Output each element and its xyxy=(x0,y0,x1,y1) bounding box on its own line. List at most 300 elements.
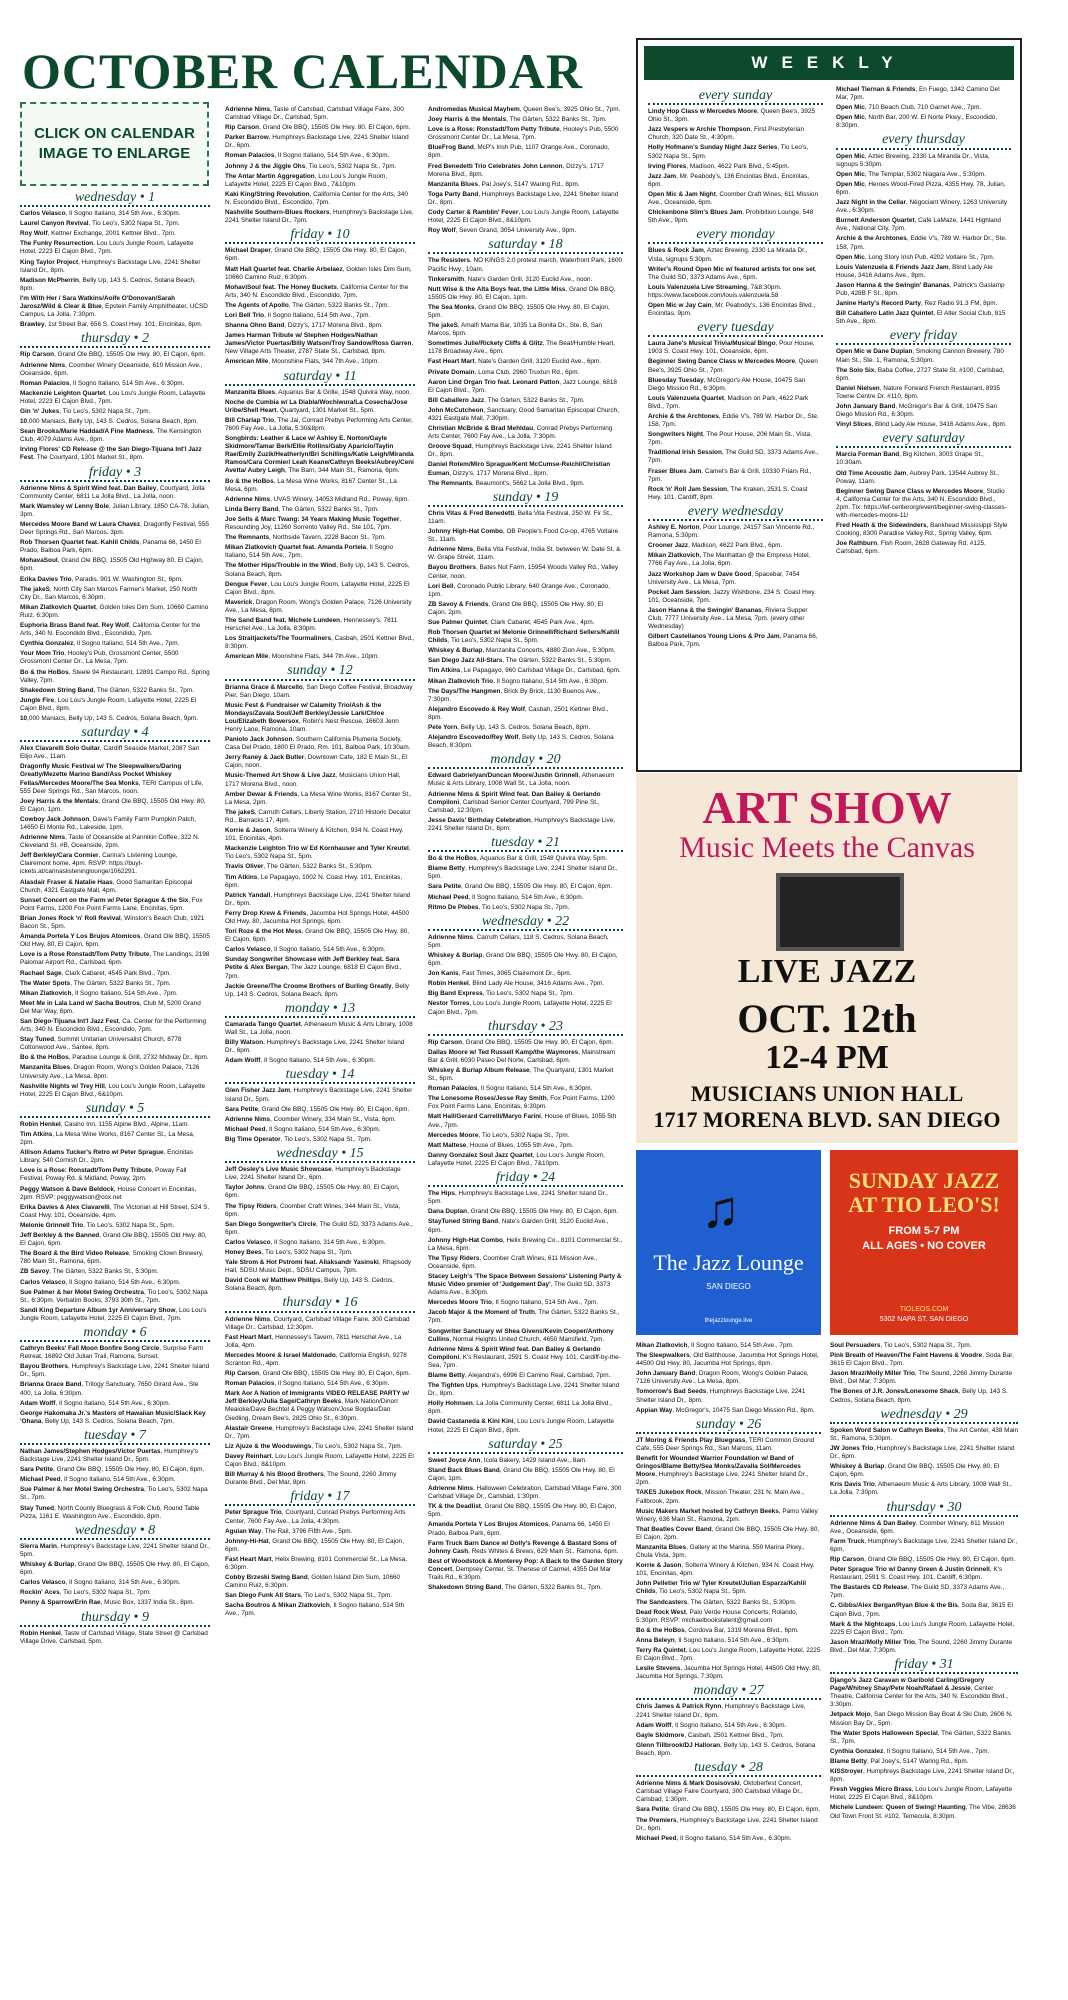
event-listing: Songbirds: Leather & Lace w/ Ashley E. Norton/Gayle Skidmore/Tamar Berk/Ellie Rollins/Gaby Aparicio/Taylin Rae/Emily Zuzik/Heatherlyn/Bri Schillings/Katie Leigh/Miranda Ramos/Cara Cormier/ Leah Keane/Cathryn Beeks/Aubrey/Ceni Avetta/ Aubry Leigh, The Barn, 344 Main St., Ramona, 6pm. xyxy=(225,435,414,475)
event-listing: Appian Way, McGregor's, 10475 San Diego Mission Rd., 8pm. xyxy=(636,1406,815,1414)
event-listing: Fast Heart Mart, Helix Brewing, 8101 Commercial St., La Mesa, 6:30pm. xyxy=(225,1555,408,1571)
event-listing: Shanna Ohno Band, Dizzy's, 1717 Morena Blvd., 8pm. xyxy=(225,322,383,330)
music-note-icon: ♫ xyxy=(701,1181,740,1239)
event-listing: Open Mic, Heroes Wood-Fired Pizza, 4355 Hwy. 78, Julian, 6pm. xyxy=(836,180,1006,196)
event-listing: Groove Squad, Humphreys Backstage Live, 2241 Shelter Island Dr., 8pm. xyxy=(428,443,612,459)
event-listing: Bo & the HoBos, La Mesa Wine Works, 8167 Center St., La Mesa, 6pm. xyxy=(225,477,397,493)
event-listing: John January Band, McGregor's Bar & Grill, 10475 San Diego Mission Rd., 6:30pm. xyxy=(836,403,998,419)
jazz-lounge-url: thejazzlounge.live xyxy=(704,1318,753,1324)
event-listing: Parker Barrow, Humphreys Backstage Live, 2241 Shelter Island Dr., 6pm. xyxy=(225,134,409,150)
day-heading: sunday • 26 xyxy=(636,1421,821,1434)
event-listing: Tori Roze & the Hot Mess, Grand Ole BBQ, 15505 Ole Hwy. 80, El Cajon, 6pm. xyxy=(225,928,410,944)
event-listing: Blues & Rock Jam, Aztec Brewing, 2330 La Mirada Dr., Vista, signups 5:30pm. xyxy=(648,247,808,263)
day-heading: thursday • 16 xyxy=(225,1299,415,1312)
event-listing: Christian McBride & Brad Mehldau, Conrad Prebys Performing Arts Center, 7600 Fay Ave., La Jolla, 7:30pm. xyxy=(428,425,613,441)
day-heading: tuesday • 14 xyxy=(225,1071,415,1084)
event-listing: Pete Yorn, Belly Up, 143 S. Cedros, Solana Beach, 8pm. xyxy=(428,724,591,731)
day-heading: thursday • 2 xyxy=(20,335,210,348)
event-listing: Love is a Rose Ronstadt/Tom Petty Tribute, The Landings, 2198 Palomar Airport Rd., Carlsbad, 6pm. xyxy=(20,951,210,967)
sunday-jazz-title: SUNDAY JAZZ xyxy=(848,1168,1000,1193)
event-listing: Adrienne Nims, Bella Vita Festival, India St. between W. Date St. & W. Grape Street, 11am. xyxy=(428,546,621,562)
event-listing: Rockin' Aces, Tio Leo's, 5302 Napa St., 7pm. xyxy=(20,1589,151,1597)
event-listing: King Taylor Project, Humphrey's Backstage Live, 2241 Shelter Island Dr., 8pm. xyxy=(20,258,201,274)
weekly-panel xyxy=(636,38,1022,772)
event-listing: Fast Heart Mart, Nate's Garden Grill, 3120 Euclid Ave., 6pm. xyxy=(428,358,602,366)
event-listing: Chickenbone Slim's Blues Jam, Prohibition Lounge, 548 5th Ave., 9pm. xyxy=(648,209,814,225)
event-listing: The jakeS, Carruth Cellars, Liberty Station, 2710 Historic Decatur Rd., Barracks 17, 4pm. xyxy=(225,808,411,824)
event-listing: Noche de Cumbia w/ La Diabla/Wochiwura/La Cosecha/Jose Uribe/Shell Heart, Quartyard, 1301 Market St., 5pm. xyxy=(225,398,408,414)
event-listing: Peggy Watson & Dave Beldock, House Concert in Encinitas, 2pm. RSVP: peggywatson@cox.net xyxy=(20,1185,197,1201)
event-listing: The jakeS, North City San Marcos Farmer's Market, 250 North City Dr., San Marcos, 6:30pm. xyxy=(20,585,198,601)
event-listing: Jeff Berkley & the Banned, Grand Ole BBQ, 15505 Old Hwy. 80, El Cajon, 6pm. xyxy=(20,1232,207,1248)
event-listing: Amanda Portela Y Los Brujos Atomicos, Grand Ole BBQ, 15505 Old Hwy. 80, El Cajon, 6pm. xyxy=(20,933,210,949)
event-listing: Songwriters Night, The Pour House, 206 Main St., Vista, 7pm. xyxy=(648,431,812,447)
event-listing: Rock 'n' Roll Jam Session, The Kraken, 2531 S. Coast Hwy. 101, Cardiff, 8pm. xyxy=(648,485,808,501)
event-listing: Bill Murray & his Blood Brothers, The Sound, 2260 Jimmy Durante Blvd., Del Mar, 8pm. xyxy=(225,1471,397,1487)
event-listing: Korrie & Jason, Solterra Winery & Kitchen, 934 N. Coast Hwy. 101, Encinitas, 4pm. xyxy=(636,1562,815,1578)
jazz-lounge-ad[interactable] xyxy=(636,1150,821,1335)
event-listing: Nashville Southern-Blues Rockers, Humphrey's Backstage Live, 2241 Shelter Island Dr., 7pm. xyxy=(225,209,414,225)
event-listing: Manzanita Blues, Dragon Room, Wong's Golden Palace, 7126 University Ave., La Mesa, 8pm. xyxy=(20,1064,200,1080)
film-strip-icon xyxy=(776,873,904,951)
event-listing: Sara Petite, Grand Ole BBQ, 15505 Ole Hwy. 80, El Cajon, 6pm. xyxy=(428,883,613,891)
calendar-column-5 xyxy=(830,1342,1018,1823)
event-listing: C. Gibbs/Alex Bergan/Ryan Blue & the Bis, Soda Bar, 3615 El Cajon Blvd., 7pm. xyxy=(830,1602,1013,1618)
event-listing: The Remnants, Beaumont's, 5662 La Jolla Blvd., 9pm. xyxy=(428,479,585,487)
event-listing: Mackenzie Leighton Quartet, Lou Lou's Jungle Room, Lafayette Hotel, 2223 El Cajon Blvd., 7pm. xyxy=(20,389,206,405)
event-listing: Leslie Stevens, Jacumba Hot Springs Hotel, 44500 Old Hwy. 80, Jacumba Hot Springs, 7:30pm. xyxy=(636,1665,821,1681)
event-listing: Big Time Operator, Tio Leo's, 5302 Napa St., 7pm. xyxy=(225,1135,372,1143)
day-heading: wednesday • 1 xyxy=(20,194,210,207)
event-listing: Shakedown String Band, The Gärten, 5322 Banks St., 7pm. xyxy=(20,686,194,694)
day-heading: sunday • 5 xyxy=(20,1105,210,1118)
calendar-column-2 xyxy=(225,106,415,1621)
event-listing: Kris Davis Trio, Athenaeum Music & Arts Library, 1008 Wall St., La Jolla, 7:30pm. xyxy=(830,1481,1012,1497)
event-listing: Roman Palacios, Il Sogno Italiano, 514 5th Ave., 6:30pm. xyxy=(428,1085,593,1093)
event-listing: Jazz Jam, Mr. Peabody's, 136 Encinitas Blvd., Encinitas, 6pm. xyxy=(648,172,810,188)
event-listing: Roman Palacios, Il Sogno Italiano, 514 5th Ave., 6:30pm. xyxy=(20,379,185,387)
event-listing: Mikan Zlatkovich, The Manhattan @ the Empress Hotel, 7766 Fay Ave., La Jolla, 6pm. xyxy=(648,552,811,568)
day-heading: friday • 24 xyxy=(428,1174,623,1187)
event-listing: Shakedown String Band, The Gärten, 5322 Banks St., 7pm. xyxy=(428,1584,602,1592)
event-listing: The Premiers, Humphrey's Backstage Live, 2241 Shelter Island Dr., 6pm. xyxy=(636,1816,818,1832)
event-listing: Spoken Word Salon w Cathryn Beeks, The Art Center, 438 Main St., Ramona, 5:30pm. xyxy=(830,1426,1019,1442)
event-listing: The Funky Resurrection, Lou Lou's Jungle Room, Lafayette Hotel, 2223 El Cajon Blvd., 7pm. xyxy=(20,240,194,256)
event-listing: Sean Brooks/Marie Haddad/A Fine Madness, The Kensington Club, 4079 Adams Ave., 8pm. xyxy=(20,428,202,444)
day-heading: friday • 31 xyxy=(830,1661,1018,1674)
event-listing: Adrienne Nims & Spirit Wind feat. Dan Bailey & Gerlando Compiloni, K's Restaurant, 2591 S. Coast Hwy. 101, Cardiff-by-the-Sea, 7pm. xyxy=(428,1345,621,1369)
weekly-header: WEEKLY xyxy=(644,46,1014,80)
event-listing: Archie & the Archtones, Eddie V's, 789 W. Harbor Dr., Ste. 158, 7pm. xyxy=(648,413,819,429)
event-listing: American Mile, Moonshine Flats, 344 7th Ave., 10pm. xyxy=(225,358,380,366)
event-listing: Erika Davies & Alex Ciavarelli, The Victorian at Hill Street, 524 S. Coast Hwy. 101, Oceanside, 4pm. xyxy=(20,1203,210,1219)
day-heading: monday • 13 xyxy=(225,1005,415,1018)
event-listing: George Hakomaka Jr.'s Masters of Hawaiian Music/Slack Key 'Ohana, Belly Up, 143 S. Cedros, Solana Beach, 7pm. xyxy=(20,1409,206,1425)
event-listing: Open Mic w Jay Cain, Mr. Peabody's, 136 Encinitas Blvd., Encinitas, 9pm. xyxy=(648,301,816,318)
event-listing: Stay Tuned, North County Bluegrass & Folk Club, Round Table Pizza, 1161 E. Washington Ave., Escondido, 8pm. xyxy=(20,1504,200,1520)
weekly-list xyxy=(648,86,823,651)
event-listing: Sara Petite, Grand Ole BBQ, 15505 Ole Hwy. 80, El Cajon, 6pm. xyxy=(225,1105,410,1113)
event-listing: Roy Wolf, Kettner Exchange, 2001 Kettner Blvd., 7pm. xyxy=(20,230,176,238)
event-listing: Music Makers Market hosted by Cathryn Beeks, Pamo Valley Winery, 636 Main St., Ramona, 2pm. xyxy=(636,1507,818,1523)
event-listing: Roman Palacios, Il Sogno Italiano, 514 5th Ave., 6:30pm. xyxy=(225,1380,390,1388)
event-listing: The Tipsy Riders, Coomber Craft Wines, 344 Main St., Vista, 6pm. xyxy=(225,1202,401,1218)
event-listing: Sara Petite, Grand Ole BBQ, 15505 Ole Hwy. 80, El Cajon, 6pm. xyxy=(20,1466,205,1474)
sunday-jazz-ad[interactable] xyxy=(830,1150,1018,1335)
event-listing: Adam Wolff, Il Sogno Italiano, 514 5th Ave., 6:30pm. xyxy=(636,1721,787,1729)
event-listing: Adrienne Nims & Dan Bailey, Coomber Winery, 611 Mission Ave., Oceanside, 6pm. xyxy=(830,1519,1005,1535)
event-listing: Gayle Skidmore, Casbah, 2501 Kettner Blvd., 7pm. xyxy=(636,1731,784,1739)
event-listing: Open Mic & Jam Night, Coomber Craft Wines, 611 Mission Ave., Oceanside, 6pm. xyxy=(648,190,818,207)
event-listing: Blame Betty, Alejandra's, 6996 El Camino Real, Carlsbad, 7pm. xyxy=(428,1372,611,1379)
event-listing: Whiskey & Burlap, Grand Ole BBQ, 15505 Ole Hwy. 80, El Cajon, 6pm. xyxy=(428,951,618,968)
event-listing: Pocket Jam Session, Jazzy Wishbone, 234 S. Coast Hwy. 101, Oceanside, 7pm. xyxy=(648,588,816,604)
event-listing: Travis Oliver, The Gärten, 5322 Banks St., 5:30pm. xyxy=(225,863,373,871)
event-listing: Ashley E. Norton, Pour Lounge, 24157 San Vincente Rd., Ramona, 5:30pm. xyxy=(648,524,815,540)
event-listing: Sue Palmer & her Motel Swing Orchestra, Tio Leo's, 5302 Napa St., 7pm. xyxy=(20,1486,208,1502)
event-listing: John Pelletier Trio w/ Tyler Kreutel/Julian Esparza/Kahlil Childs, Tio Leo's, 5302 Napa St., 5pm. xyxy=(636,1580,806,1596)
day-heading: saturday • 25 xyxy=(428,1441,623,1454)
day-heading: saturday • 4 xyxy=(20,729,210,742)
event-listing: Sandi King Departure Album 1yr Anniversary Show, Lou Lou's Jungle Room, Lafayette Hotel, 2225 El Cajon Blvd., 7pm. xyxy=(20,1306,207,1322)
event-listing: Jason Hanna & the Swingin' Bananas, Riviera Supper Club, 7777 University Ave., La Mesa, 7pm. (every other Wednesday) xyxy=(648,606,808,631)
event-listing: Mikan Zlatkovich Quartet feat. Amanda Portela, Il Sogno Italiano, 514 5th Ave., 7pm. xyxy=(225,544,394,560)
event-listing: The Solo Six, Baba Coffee, 2727 State St. #100, Carlsbad, 6pm. xyxy=(836,366,1005,382)
day-heading: friday • 3 xyxy=(20,469,210,482)
event-listing: Joe Rathburn, Fish Room, 2628 Gateway Rd. #125, Carlsbad, 6pm. xyxy=(836,540,986,556)
event-listing: Alejandro Escovedo/Rey Wolf, Belly Up, 143 S. Cedros, Solana Beach, 8:30pm. xyxy=(428,734,614,750)
day-heading: friday • 17 xyxy=(225,1493,415,1506)
event-listing: Amber Dewar & Friends, La Mesa Wine Works, 8167 Center St., La Mesa, 2pm. xyxy=(225,790,412,806)
event-listing: Aaron Lind Organ Trio feat. Leonard Patton, Jazz Lounge, 6818 El Cajon Blvd., 7pm. xyxy=(428,378,617,394)
event-listing: Mercedes Moore, Tio Leo's, 5302 Napa St., 7pm. xyxy=(428,1131,570,1139)
event-listing: Janine Harty's Record Party, Rez Radio 91.3 FM, 8pm. xyxy=(836,300,998,308)
event-listing: David Castaneda & Kini Kini, Lou Lou's Jungle Room, Lafayette Hotel, 2225 El Cajon Blvd., 8pm. xyxy=(428,1418,614,1434)
event-listing: Adam Wolff, Il Sogno Italiano, 514 5th Ave., 6:30pm. xyxy=(225,1057,376,1065)
event-listing: Fred Benedetti Trio Celebrates John Lennon, Dizzy's, 1717 Morena Blvd., 8pm. xyxy=(428,162,604,178)
event-listing: San Diego Songwriter's Circle, The Guild SD, 3373 Adams Ave., 6pm. xyxy=(225,1220,413,1236)
event-listing: Rip Carson, Grand Ole BBQ, 15505 Ole Hwy. 80, El Cajon, 6pm. xyxy=(225,1370,411,1378)
event-listing: Sunset Concert on the Farm w/ Peter Sprague & the Six, Fox Point Farms, 1200 Fox Point Farms Lane, Encinitas, 5pm. xyxy=(20,896,203,912)
art-show-subtitle: Music Meets the Canvas xyxy=(679,831,975,864)
event-listing: Pink Breath of Heaven/The Faint Havens & Voodre, Soda Bar, 3615 El Cajon Blvd., 7pm. xyxy=(830,1352,1014,1368)
event-listing: Bill Caballero Jazz, The Gärten, 5322 Banks St., 7pm. xyxy=(428,396,585,404)
day-heading: saturday • 11 xyxy=(225,373,415,386)
event-listing: Fraser Blues Jam, Camel's Bar & Grill, 10330 Friars Rd., 7pm. xyxy=(648,467,812,483)
event-listing: Michael Peed, Il Sogno Italiano, 514 5th Ave., 6:30pm. xyxy=(636,1834,792,1842)
event-listing: Cody Carter & Ramblin' Fever, Lou Lou's Jungle Room, Lafayette Hotel, 2225 El Cajon Blvd., 8&10pm. xyxy=(428,209,619,225)
event-listing: Louis Valenzuela Quartet, Madison on Park, 4622 Park Blvd., 7pm. xyxy=(648,394,809,410)
event-listing: ZB Savoy, The Gärten, 5322 Banks St., 5:30pm. xyxy=(20,1268,159,1276)
event-listing: Your Mom Trio, Hooley's Pub, Grossmont Center, 5500 Grossmont Center Dr., La Mesa, 7pm. xyxy=(20,650,179,666)
event-listing: JW Jones Trio, Humphrey's Backstage Live, 2241 Shelter Island Dr., 6pm. xyxy=(830,1444,1015,1461)
event-listing: Honey Bees, Tio Leo's, 5302 Napa St., 7pm. xyxy=(225,1248,353,1256)
event-listing: Tim Atkins, Le Papagayo, 1002 N. Coast Hwy. 101, Encinitas, 6pm. xyxy=(225,873,403,889)
event-listing: Tim Atkins, Le Papagayo, 960 Carlsbad Village Dr., Carlsbad, 6pm. xyxy=(428,667,621,675)
event-listing: Melonie Grinnell Trio, Tio Leo's, 5302 Napa St., 5pm. xyxy=(20,1221,175,1229)
event-listing: Stacey Leigh's 'The Space Between Sessions' Listening Party & Music Video premier of 'Judgement Day', The Guild SD, 3373 Adams Ave., 6:30pm. xyxy=(428,1272,622,1297)
event-listing: Mikan Zlatkovich Trio, Il Sogno Italiano, 514 5th Ave., 6:30pm. xyxy=(428,677,608,685)
art-show-live: LIVE JAZZ xyxy=(737,953,917,990)
enlarge-link[interactable]: CLICK ON CALENDAR IMAGE TO ENLARGE xyxy=(20,102,209,186)
event-listing: Cynthia Gonzalez, Il Sogno Italiano, 514 5th Ave., 7pm. xyxy=(830,1747,990,1755)
event-listing: Bill Caballero Latin Jazz Quintet, El Alter Social Club, 815 5th Ave., 8pm. xyxy=(836,310,1006,326)
event-listing: Manzanita Blues, Gallery at the Marina, 550 Marina Pkwy., Chula Vista, 3pm. xyxy=(636,1543,805,1560)
event-listing: Michael Tiernan & Friends, En Fuego, 1342 Camino Del Mar, 7pm. xyxy=(836,86,1000,102)
event-listing: Ritmo De Plebes, Tio Leo's, 5302 Napa St., 7pm. xyxy=(428,903,570,911)
event-listing: Vinyl Slices, Blind Lady Ale House, 3416 Adams Ave., 8pm. xyxy=(836,421,1007,429)
sunday-jazz-url: TIOLEOS.COM xyxy=(899,1306,949,1313)
event-listing: Patrick Yandall, Humphreys Backstage Live, 2241 Shelter Island Dr., 6pm. xyxy=(225,891,411,907)
event-listing: Adrienne Nims & Spirit Wind feat. Dan Bailey & Gerlando Compiloni, Carlsbad Senior Center Courtyard, 799 Pine St., Carlsbad, 12:30pm. xyxy=(428,790,601,814)
event-listing: Bo & the HoBos, Aquarius Bar & Grill, 1548 Quivira Way, 5pm. xyxy=(428,855,608,863)
event-listing: Roy Wolf, Seven Grand, 3054 University Ave., 9pm. xyxy=(428,227,577,235)
event-listing: Jerry Raney & Jack Butler, Downtown Cafe, 182 E Main St., El Cajon, noon. xyxy=(225,754,408,770)
event-listing: Aguian Way, The Rail, 3796 Fifth Ave., 5pm. xyxy=(225,1527,353,1535)
event-listing: Crooner Jazz, Madison, 4622 Park Blvd., 6pm. xyxy=(648,542,783,550)
day-heading: wednesday • 29 xyxy=(830,1411,1018,1424)
event-listing: Laurel Canyon Revival, Tio Leo's, 5302 Napa St., 7pm. xyxy=(20,220,180,228)
event-listing: Andromedas Musical Mayhem, Queen Bee's, 3925 Ohio St., 7pm. xyxy=(428,106,621,113)
event-listing: Whiskey & Burlap, Grand Ole BBQ, 15505 Ole Hwy. 80, El Cajon, 6pm. xyxy=(20,1561,210,1577)
event-listing: Whiskey & Burlap Album Release, The Quartyard, 1301 Market St., 6pm. xyxy=(428,1067,614,1083)
event-listing: Carlos Velasco, Il Sogno Italiano, 514 5th Ave., 6:30pm. xyxy=(225,946,386,954)
day-heading: thursday • 23 xyxy=(428,1023,623,1036)
event-listing: Madison McPherrin, Belly Up, 143 S. Cedros, Solana Beach, 8pm. xyxy=(20,276,196,292)
event-listing: I'm With Her / Sara Watkins/Aoife O'Donovan/Sarah Jarosz/Wild & Clear & Blue, Epstein Family Amphitheater, UCSD Campus, La Jolla, 7:30pm. xyxy=(20,294,208,319)
art-show-title: ART SHOW xyxy=(702,782,952,833)
event-listing: Bo & the HoBos, Paradise Lounge & Grill, 2732 Midway Dr., 8pm. xyxy=(20,1054,209,1062)
event-listing: Chris Vitas & Fred Benedetti, Bella Vita Festival, 250 W. Fir St., 11am. xyxy=(428,509,613,525)
event-listing: Michael Peed, Il Sogno Italiano, 514 5th Ave., 6:30pm. xyxy=(20,1476,176,1484)
event-listing: 10,000 Maniacs, Belly Up, 143 S. Cedros, Solana Beach, 8pm. xyxy=(20,418,198,426)
event-listing: Adrienne Nims, Coomber Winery Oceanside, 610 Mission Ave., Oceanside, 6pm. xyxy=(20,361,203,377)
day-heading: tuesday • 28 xyxy=(636,1764,821,1777)
event-listing: Johnny J & the Jiggle Ohs, Tio Leo's, 5302 Napa St., 7pm. xyxy=(225,162,397,170)
event-listing: American Mile, Moonshine Flats, 344 7th Ave., 10pm. xyxy=(225,653,380,661)
event-listing: Open Mic, 710 Beach Club, 710 Garnet Ave., 7pm. xyxy=(836,104,982,112)
event-listing: Matt Hall/Gerard Carrelli/Maryo Farini, House of Blues, 1055 5th Ave., 7pm. xyxy=(428,1113,617,1129)
event-listing: Robin Henkel, Taste of Carlsbad Village, State Street @ Carlsbad Village Drive, Carlsbad, 5pm. xyxy=(20,1629,208,1645)
event-listing: Jacob Major & the Moment of Truth, The Gärten, 5322 Banks St., 7pm. xyxy=(428,1309,620,1325)
event-listing: Adam Wolff, Il Sogno Italiano, 514 5th Ave., 6:30pm. xyxy=(20,1399,171,1407)
event-listing: Meet Me in Lala Land w/ Sacha Boutros, Club M, 5200 Grand Del Mar Way, 8pm. xyxy=(20,999,201,1015)
event-listing: Blame Betty, Pal Joey's, 5147 Waring Rd., 8pm. xyxy=(830,1757,969,1765)
art-show-time: 12-4 PM xyxy=(765,1039,889,1076)
event-listing: The Water Spots, The Gärten, 5322 Banks St., 7pm. xyxy=(20,979,171,987)
event-listing: TAKE5 Jukebox Rock, Mission Theater, 231 N. Main Ave., Fallbrook, 2pm. xyxy=(636,1489,805,1505)
day-heading: monday • 6 xyxy=(20,1329,210,1342)
event-listing: Camarada Tango Quartet, Athenaeum Music & Arts Library, 1008 Wall St., La Jolla, noon. xyxy=(225,1020,413,1036)
event-listing: Mark & the Nightcaps, Lou Lou's Jungle Room, Lafayette Hotel, 2225 El Cajon Blvd., 7pm. xyxy=(830,1620,1015,1636)
event-listing: Cynthia Gonzalez, Il Sogno Italiano, 514 5th Ave., 7pm. xyxy=(20,640,180,648)
event-listing: The Tipsy Riders, Coomber Craft Wines, 611 Mission Ave., Oceanside, 6pm. xyxy=(428,1254,598,1270)
event-listing: Kaki King/String Revolution, California Center for the Arts, 340 N. Escondido Blvd., Escondido, 7pm. xyxy=(225,190,408,206)
event-listing: Johnny High-Hat Combo, Helix Brewing Co., 8101 Commercial St., La Mesa, 6pm. xyxy=(428,1236,623,1252)
event-listing: The Hips, Humphrey's Backstage Live, 2241 Shelter Island Dr., 5pm. xyxy=(428,1190,608,1206)
event-listing: Peter Sprague Trio, Courtyard, Conrad Prebys Performing Arts Center, 7600 Fay Ave., La Jolla, 4:30pm. xyxy=(225,1509,406,1525)
event-listing: Bayou Brothers, Humphrey's Backstage Live, 2241 Shelter Island Dr., 5pm. xyxy=(20,1363,210,1379)
event-listing: Jeff Oesley's Live Music Showcase, Humphrey's Backstage Live, 2241 Shelter Island Dr., 6pm. xyxy=(225,1166,401,1182)
event-listing: Mark Aor A Nation of Immigrants VIDEO RELEASE PARTY w/ Jeff Berkley/Julia Sage/Cathryn Beeks, Mark Nation/Dinorr Meaioke/Dave Bechtel & Peggy Watson/Jose Bogdas/Dan Giedling, Dream Bee's, 2825 Ohio St., 6:30pm. xyxy=(225,1390,410,1422)
event-listing: Los Straitjackets/The Tourmaliners, Casbah, 2501 Kettner Blvd., 8:30pm. xyxy=(225,635,415,651)
event-listing: Whiskey & Burlap, Manzanita Concerts, 4880 Zion Ave., 5:30pm. xyxy=(428,647,616,655)
event-listing: David Cook w/ Matthew Phillips, Belly Up, 143 S. Cedros, Solana Beach, 8pm. xyxy=(225,1277,395,1293)
event-listing: Holly Hofmann's Sunday Night Jazz Series, Tio Leo's, 5302 Napa St., 5pm. xyxy=(648,144,809,160)
event-listing: Sometimes Julie/Rickety Cliffs & Glitz, The Beat/Humble Heart, 1178 Broadway Ave., 6pm. xyxy=(428,340,616,356)
event-listing: Joe Sells & Marc Twang: 34 Years Making Music Together, Resounding Joy, 11260 Sorrento Valley Rd., Ste 101, 7pm. xyxy=(225,515,402,532)
day-heading: every thursday xyxy=(836,136,1011,149)
event-listing: Sue Palmer & her Motel Swing Orchestra, Tio Leo's, 5302 Napa St., 6:30pm. Verbatim Books, 3793 30th St., 7pm. xyxy=(20,1288,208,1304)
event-listing: Jason Hanna & the Swingin' Bananas, Patrick's Gaslamp Pub, 428B F St., 8pm. xyxy=(836,281,1005,297)
event-listing: Lori Bell Trio, Il Sogno Italiano, 514 5th Ave., 7pm. xyxy=(225,311,371,319)
event-listing: Jazz Vespers w Archie Thompson, First Presbyterian Church, 320 Date St., 4:30pm. xyxy=(648,126,805,142)
event-listing: The Remnants, Northside Tavern, 2228 Bacon St., 7pm. xyxy=(225,534,386,542)
event-listing: Carlos Velasco, Il Sogno Italiano, 314 5th Ave., 6:30pm. xyxy=(20,1579,181,1587)
day-heading: every saturday xyxy=(836,435,1011,448)
event-listing: San Diego Jazz All-Stars, The Gärten, 5322 Banks St., 5:30pm. xyxy=(428,657,612,665)
event-listing: Old Time Acoustic Jam, Aubrey Park, 13544 Aubrey St., Poway, 11am. xyxy=(836,469,1000,485)
event-listing: Best of Woodstock & Monterey Pop: A Back to the Garden Story Concert, Dempsey Center, St. Therese of Carmel, 4355 Del Mar Trails Rd., 6:30pm. xyxy=(428,1557,623,1581)
event-listing: Euphoria Brass Band feat. Rey Wolf, California Center for the Arts, 340 N. Escondido Blvd., Escondido, 7pm. xyxy=(20,622,201,638)
event-listing: Songwriter Sanctuary w/ Shea Givens/Kevin Cooper/Anthony Cullins, Normal Heights United Church, 4650 Mansfield, 7pm. xyxy=(428,1327,614,1343)
event-listing: Sacha Boutros & Mikan Zlatkovich, Il Sogno Italiano, 514 5th Ave., 7pm. xyxy=(225,1602,405,1618)
event-listing: Johnny-Hi-Hat, Grand Ole BBQ, 15505 Ole Hwy. 80, El Cajon, 6pm. xyxy=(225,1537,404,1553)
sunday-jazz-ages: ALL AGES • NO COVER xyxy=(862,1240,986,1252)
event-listing: Jazz Night in the Cellar, Négociant Winery, 1263 University Ave., 6:30pm. xyxy=(836,199,1008,215)
event-listing: Adrienne Nims, Courtyard, Carlsbad Village Faire, 300 Carlsbad Village Dr., Carlsbad, 12:30pm. xyxy=(225,1315,410,1331)
event-listing: Roman Palacios, Il Sogno Italiano, 514 5th Ave., 6:30pm. xyxy=(225,152,390,160)
event-listing: Nathan James/Stephen Hodges/Victor Puertas, Humphrey's Backstage Live, 2241 Shelter Island Dr., 5pm. xyxy=(20,1448,198,1464)
sunday-jazz-address: 5302 NAPA ST. SAN DIEGO xyxy=(879,1316,969,1323)
event-listing: Cowboy Jack Johnson, Dave's Family Farm Pumpkin Patch, 14650 El Monte Rd., Lakeside, 1pm. xyxy=(20,815,196,831)
event-listing: Bo & the HoBos, Steele 94 Restaurant, 12891 Campo Rd., Spring Valley, 7pm. xyxy=(20,668,210,684)
day-heading: every tuesday xyxy=(648,324,823,337)
event-listing: Holly Hohnsen, La Jolla Community Center, 6811 La Jolla Blvd., 8pm. xyxy=(428,1400,612,1416)
event-listing: Allison Adams Tucker's Retro w/ Peter Sprague, Encinitas Library, 540 Cornish Dr., 2pm. xyxy=(20,1149,194,1165)
event-listing: MohavaSoul, Grand Ole BBQ, 15505 Old Highway 80, El Cajon, 6pm. xyxy=(20,557,204,573)
event-listing: Carlos Velasco, Il Sogno Italiano, 514 5th Ave., 6:30pm. xyxy=(20,1278,181,1286)
art-show-date: OCT. 12th xyxy=(737,996,917,1041)
event-listing: TK & the Deadlist, Grand Ole BBQ, 15505 Ole Hwy. 80, El Cajon, 5pm. xyxy=(428,1503,617,1519)
day-heading: sunday • 12 xyxy=(225,667,415,680)
event-listing: Sierra Marin, Humphrey's Backstage Live, 2241 Shelter Island Dr., 5pm. xyxy=(20,1542,210,1558)
event-listing: Glen Fisher Jazz Jam, Humphrey's Backstage Live, 2241 Shelter Island Dr., 5pm. xyxy=(225,1087,413,1103)
event-listing: Farm Truck Barn Dance w/ Dolly's Revenge & Bastard Sons of Johnny Cash, Reds Whites & Brews, 629 Main St., Ramona, 6pm. xyxy=(428,1539,619,1555)
event-listing: Sunday Songwriter Showcase with Jeff Berkley feat. Sara Petite & Alex Bergan, The Jazz Lounge, 6818 El Cajon Blvd., 7pm. xyxy=(225,956,402,980)
jazz-lounge-title: The Jazz Lounge xyxy=(653,1250,804,1275)
event-listing: Alejandro Escovedo & Rey Wolf, Casbah, 2501 Kettner Blvd., 8pm. xyxy=(428,705,609,721)
event-listing: Anna Beleyn, Il Sogno Italiano, 514 5th Ave., 6:30pm. xyxy=(636,1636,790,1644)
event-listing: Sweet Joyce Ann, Icola Bakery, 1429 Island Ave., 8am. xyxy=(428,1456,588,1464)
event-listing: Nutt Wise & the Alta Boys feat. the Little Miss, Grand Ole BBQ, 15505 Ole Hwy. 80, El Cajon, 1pm. xyxy=(428,285,616,301)
event-listing: The Sandcasters, The Gärten, 5322 Banks St., 5:30pm. xyxy=(636,1598,797,1606)
event-listing: Liz Ajuze & the Woodswings, Tio Leo's, 5302 Napa St., 7pm. xyxy=(225,1442,403,1450)
event-listing: Bluesday Tuesday, McGregor's Ale House, 10475 San Diego Mission Rd., 6:30pm. xyxy=(648,376,806,392)
event-listing: Archie & the Archtones, Eddie V's, 789 W. Harbor Dr., Ste. 158, 7pm. xyxy=(836,235,1007,251)
day-heading: monday • 20 xyxy=(428,756,623,769)
event-listing: Lori Bell, Coronado Public Library, 640 Orange Ave., Coronado, 1pm. xyxy=(428,582,611,598)
event-listing: Linda Berry Band, The Gärten, 5322 Banks St., 7pm. xyxy=(225,505,379,513)
day-heading: thursday • 9 xyxy=(20,1614,210,1627)
event-listing: Music-Themed Art Show & Live Jazz, Musicians Union Hall, 1717 Morena Blvd., noon. xyxy=(225,772,401,788)
event-listing: San Diego-Tijuana Int'l Jazz Fest, Ca. Center for the Performing Arts, 340 N. Escondido Blvd., Escondido, 7pm. xyxy=(20,1017,207,1034)
event-listing: Cathryn Beeks' Fall Moon Bonfire Song Circle, Surprise Farm Retreat, 16892 Old Julian Trail, Ramona, Sunset. xyxy=(20,1345,204,1361)
event-listing: Marcia Forman Band, Big Kitchen, 3003 Grape St., 10:30am. xyxy=(836,451,984,467)
sunday-jazz-time: FROM 5-7 PM xyxy=(888,1225,960,1237)
event-listing: Penny & Sparrow/Erin Rae, Music Box, 1337 India St., 8pm. xyxy=(20,1599,195,1607)
event-listing: Django's Jazz Caravan w Garibold Carling/Gregory Page/Whitney Shay/Pete Noah/Rafael & Jessie, Center Theatre, California Center for the Arts, 340 N. Escondido Blvd., 3:30pm. xyxy=(830,1677,1008,1709)
event-listing: Jeff Berkley/Cara Cormier, Carina's Listening Lounge, Clairemont home, 4pm. RSVP: https://buyt-ickets.at/carinaslisteninglounge/1062291. xyxy=(20,852,178,876)
event-listing: Manzanita Blues, Aquarius Bar & Grille, 1548 Quivira Way, noon. xyxy=(225,388,412,396)
event-listing: The Days/The Hangmen, Brick By Brick, 1130 Buenos Ave., 7:30pm. xyxy=(428,687,601,703)
event-listing: Beginner Swing Dance Class w Mercedes Moore, Queen Bee's, 3925 Ohio St., 7pm. xyxy=(648,358,818,374)
event-listing: Bill Charlap Trio, The Jai, Conrad Prebys Performing Arts Center, 7600 Fay Ave., La Jolla, 5:30&8pm. xyxy=(225,416,413,432)
event-listing: Michael Peed, Il Sogno Italiano, 514 5th Ave., 6:30pm. xyxy=(428,893,584,901)
event-listing: Soul Persuaders, Tio Leo's, 5302 Napa St., 7pm. xyxy=(830,1342,972,1349)
event-listing: Gin 'n' Jukes, Tio Leo's, 5302 Napa St., 7pm. xyxy=(20,407,151,415)
event-listing: Mikan Zlatkovich, Il Sogno Italiano, 514 5th Ave., 7pm. xyxy=(20,989,178,997)
day-heading: sunday • 19 xyxy=(428,494,623,507)
event-listing: Rip Carson, Grand Ole BBQ, 15505 Ole Hwy. 80, El Cajon, 6pm. xyxy=(428,1038,614,1046)
event-listing: Open Mic, Aztec Brewing, 2330 La Miranda Dr., Vista, signups 5:30pm. xyxy=(836,152,990,168)
event-listing: Rob Thorsen Quartet w/ Melonie Grinnell/Richard Sellers/Kahlil Childs, Tio Leo's, 5302 Napa St., 5pm. xyxy=(428,629,620,645)
event-listing: Mikan Zlatkovich Quartet, Golden Isles Dim Sum, 10660 Camino Ruiz, 6:30pm. xyxy=(20,603,209,619)
day-heading: tuesday • 21 xyxy=(428,839,623,852)
event-listing: Dragonfly Music Festival w/ The Sleepwalkers/Daring Greatly/Mezette Marino Band/Ass Pocket Whiskey Fellas/Mercedes Moore/The Sea Monks, TERI Campus of Life, 555 Deer Springs Rd., San Marcos, noon. xyxy=(20,763,204,795)
event-listing: Toga Party Band, Humphreys Backstage Live, 2241 Shelter Island Dr., 8pm. xyxy=(428,190,619,206)
event-listing: Love is a Rose: Ronstadt/Tom Petty Tribute, Poway Fall Festival, Poway Rd. & Midland, Poway, 2pm. xyxy=(20,1167,187,1183)
event-listing: The Agents of Apollo, The Gärten, 5322 Banks St., 7pm. xyxy=(225,301,390,309)
event-listing: Dead Rock West, Palo Verde House Concerts, Rolando, 5:30pm. RSVP: michaelbookstalent@gmail.com xyxy=(636,1608,798,1624)
event-listing: Alex Ciavarelli Solo Guitar, Cardiff Seaside Market, 2087 San Elijo Ave., 11am. xyxy=(20,745,200,761)
event-listing: Michael Draper, Grand Ole BBQ, 15505 Ole Hwy. 80, El Cajon, 6pm. xyxy=(225,247,407,263)
day-heading: tuesday • 7 xyxy=(20,1432,210,1445)
event-listing: Terry Ra Quintet, Lou Lou's Jungle Room, Lafayette Hotel, 2225 El Cajon Blvd., 7pm. xyxy=(636,1647,821,1663)
event-listing: The Water Spots Halloween Special, The Gärten, 5322 Banks St., 7pm. xyxy=(830,1729,1011,1745)
event-listing: Tinkersmith, Nate's Garden Grill, 3120 Euclid Ave., noon. xyxy=(428,275,593,283)
art-show-ad[interactable] xyxy=(636,773,1018,1143)
event-listing: The Lonesome Roses/Jesse Ray Smith, Fox Point Farms, 1200 Fox Point Farms Lane, Encinitas, 6:30pm. xyxy=(428,1095,615,1111)
day-heading: every monday xyxy=(648,231,823,244)
event-listing: Louis Valenzuela & Friends Jazz Jam, Blind Lady Ale House, 3416 Adams Ave., 8pm. xyxy=(836,263,993,279)
event-listing: Mark Wamsley w/ Lenny Bole, Julian Library, 1850 CA-78, Julian, 3pm. xyxy=(20,502,210,518)
day-heading: monday • 27 xyxy=(636,1687,821,1700)
event-listing: Love is a Rose: Ronstadt/Tom Petty Tribute, Hooley's Pub, 5500 Grossmont Center Dr., La Mesa, 7pm. xyxy=(428,126,619,142)
event-listing: Jason Mraz/Molly Miller Trio, The Sound, 2260 Jimmy Durante Blvd., Del Mar, 7:30pm. xyxy=(830,1370,1013,1386)
event-listing: Daniel Rotem/Miro Sprague/Kent McCumse-Reichl/Christian Euman, Dizzy's, 1717 Morena Blvd., 8pm. xyxy=(428,461,611,477)
calendar-column-3 xyxy=(428,106,623,1594)
event-listing: Amanda Portela Y Los Brujos Atomicos, Panama 66, 1450 El Prado, Balboa Park, 6pm. xyxy=(428,1521,610,1537)
event-listing: Edward Gabrielyan/Duncan Moore/Justin Grinnell, Athenaeum Music & Arts Library, 1008 Wall St., La Jolla, noon. xyxy=(428,772,615,788)
event-listing: Fred Heath & the Sidewinders, Bankhead Mississippi Style Cooking, 8300 Paradise Valley Rd., Spring Valley, 6pm. xyxy=(836,522,1008,538)
event-listing: Fresh Veggies Micro Brass, Lou Lou's Jungle Room, Lafayette Hotel, 2225 El Cajon Blvd., 8&10pm. xyxy=(830,1786,1013,1802)
event-listing: Manzanita Blues, Pal Joey's, 5147 Waring Rd., 8pm. xyxy=(428,180,580,188)
event-listing: Benefit for Wounded Warrior Foundation w/ Band of Gringos/Blame Betty/Sea Monks/Zavalla Sol/Mercedes Moore, Humphrey's Backstage Live, 2241 Shelter Island Dr., 2pm. xyxy=(636,1455,809,1487)
art-show-address: 1717 MORENA BLVD. SAN DIEGO xyxy=(653,1107,1001,1132)
event-listing: The Resisters, NO KINGS 2.0 protest march, Waterfront Park, 1600 Pacific Hwy., 10am. xyxy=(428,257,623,273)
event-listing: KISStroyer, Humphreys Backstage Live, 2241 Shelter Island Dr., 8pm. xyxy=(830,1768,1015,1784)
event-listing: The Antar Martin Aggregation, Lou Lou's Jungle Room, Lafayette Hotel, 2225 El Cajon Blvd., 7&10pm. xyxy=(225,172,387,188)
event-listing: Mackenzie Leighton Trio w/ Ed Kornhauser and Tyler Kreutel, Tio Leo's, 5302 Napa St., 5pm. xyxy=(225,845,411,861)
event-listing: Matt Maltese, House of Blues, 1055 5th Ave., 7pm. xyxy=(428,1141,574,1149)
art-show-venue: MUSICIANS UNION HALL xyxy=(690,1081,964,1106)
event-listing: The Mother Hips/Trouble in the Wind, Belly Up, 143 S. Cedros, Solana Beach, 8pm. xyxy=(225,562,410,578)
event-listing: Robin Henkel, Blind Lady Ale House, 3416 Adams Ave., 7pm. xyxy=(428,980,605,988)
event-listing: Alastair Greene, Humphrey's Backstage Live, 2241 Shelter Island Dr., 7pm. xyxy=(225,1424,414,1440)
event-listing: Brianna Grace Band, Trilogy Sanctuary, 7650 Girard Ave., Ste 400, La Jolla, 6:30pm. xyxy=(20,1381,199,1397)
event-listing: Open Mic, Long Story Irish Pub, 4202 Voltaire St., 7pm. xyxy=(836,253,995,261)
